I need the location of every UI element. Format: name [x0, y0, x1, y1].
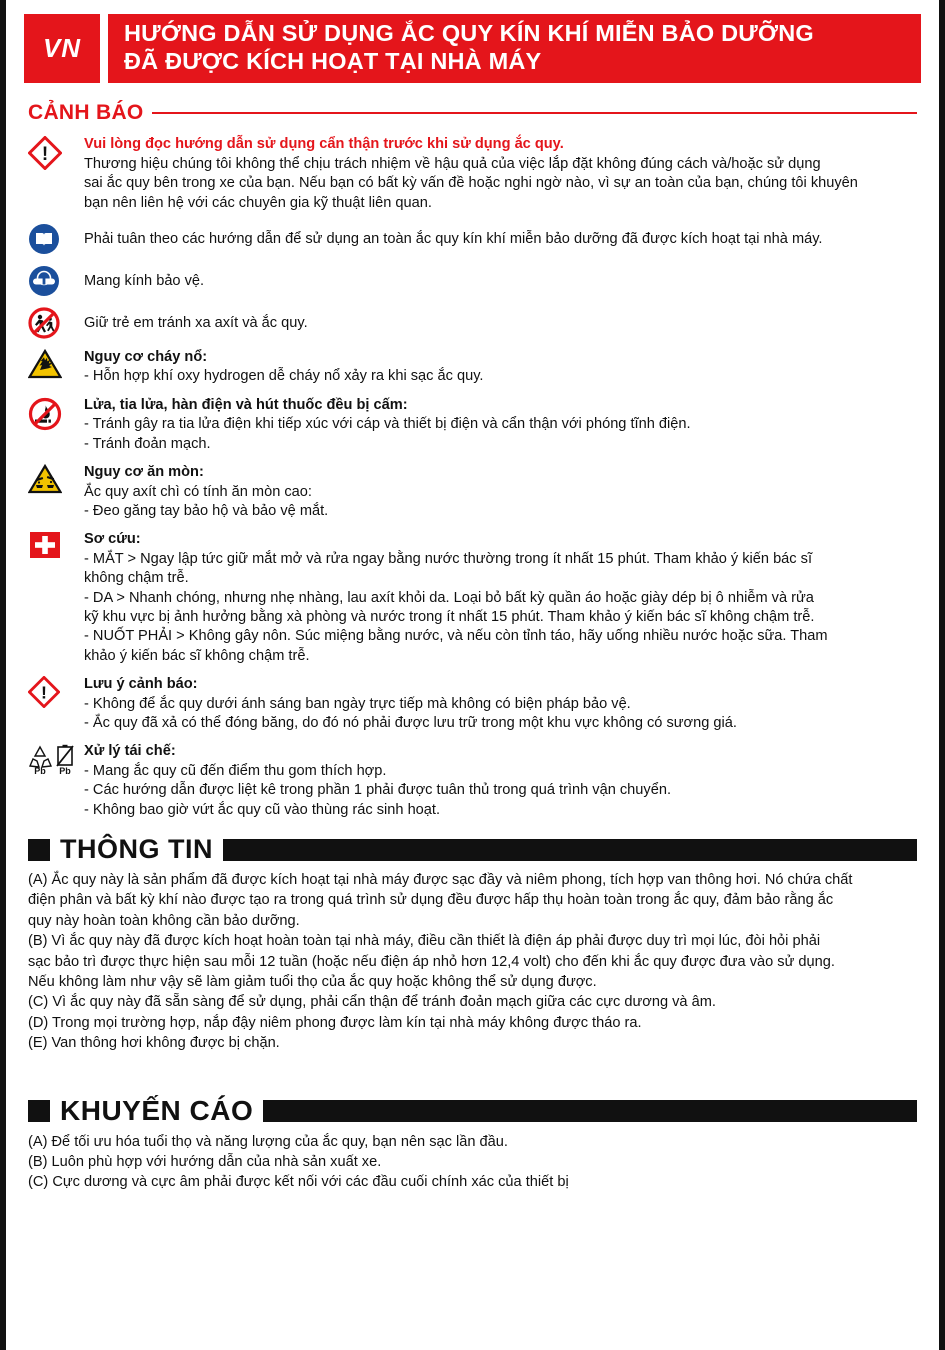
- warning-item: [28, 348, 917, 387]
- warning-item-text: [84, 396, 917, 454]
- warning-item-line: khảo ý kiến bác sĩ không chậm trễ.: [84, 647, 310, 664]
- warning-item-line: không chậm trễ.: [84, 570, 189, 587]
- warning-item-line: - Tránh gây ra tia lửa điện khi tiếp xúc với cáp và thiết bị điện và cẩn thận với phóng tĩnh điện.: [84, 416, 691, 433]
- recommendation-line: (B) Luôn phù hợp với hướng dẫn của nhà sản xuất xe.: [28, 1154, 382, 1171]
- info-line: (B) Vì ắc quy này đã được kích hoạt hoàn toàn tại nhà máy, điều cần thiết là điện áp phải được duy trì mọi lúc, đòi hỏi phải: [28, 933, 821, 950]
- warning-item-title: Sơ cứu:: [84, 531, 141, 548]
- warning-item: [28, 135, 917, 213]
- info-line: (D) Trong mọi trường hợp, nắp đậy niêm phong được làm kín tại nhà máy không được tháo ra.: [28, 1014, 642, 1031]
- warning-item-line: Mang kính bảo vệ.: [84, 272, 205, 289]
- warning-item-text: [84, 270, 917, 291]
- page-title: [108, 14, 921, 83]
- warning-item-line: bạn nên liên hệ với các chuyên gia kỹ thuật liên quan.: [84, 194, 432, 211]
- info-line: (E) Van thông hơi không được bị chặn.: [28, 1035, 280, 1052]
- warning-item-title: Vui lòng đọc hướng dẫn sử dụng cẩn thận trước khi sử dụng ắc quy.: [84, 136, 564, 153]
- keep-children-away-icon: [28, 306, 84, 339]
- corrosive-hazard-icon: [28, 463, 84, 494]
- warning-item-line: - Hỗn hợp khí oxy hydrogen dễ cháy nổ xảy ra khi sạc ắc quy.: [84, 368, 484, 385]
- warning-item-text: [84, 675, 917, 733]
- warning-item-line: Giữ trẻ em tránh xa axít và ắc quy.: [84, 314, 308, 331]
- warning-item: [28, 530, 917, 666]
- read-manual-icon: [28, 222, 84, 255]
- warning-item-title: Nguy cơ cháy nổ:: [84, 349, 208, 366]
- warning-item-title: Xử lý tái chế:: [84, 743, 176, 760]
- warning-item: [28, 396, 917, 454]
- first-aid-icon: [28, 530, 84, 559]
- warning-item-line: - Đeo găng tay bảo hộ và bảo vệ mắt.: [84, 502, 329, 519]
- warning-item: [28, 742, 917, 820]
- warning-heading-rule: [152, 112, 917, 114]
- warning-item-text: [84, 228, 917, 249]
- warning-item-line: - Mang ắc quy cũ đến điểm thu gom thích hợp.: [84, 762, 387, 779]
- warning-item-line: Phải tuân theo các hướng dẫn để sử dụng an toàn ắc quy kín khí miễn bảo dưỡng đã được kích hoạt tại nhà máy.: [84, 230, 823, 247]
- warning-item-line: kỹ khu vực bị ảnh hưởng bằng xà phòng và nước trong ít nhất 15 phút. Tham khảo ý kiến bác sĩ không chậm trễ.: [84, 608, 815, 625]
- info-line: Nếu không làm như vậy sẽ làm giảm tuổi thọ của ắc quy hoặc không thể sử dụng được.: [28, 974, 597, 991]
- ghs-exclamation-icon: [28, 135, 84, 170]
- recommendation-section-body: [28, 1133, 917, 1193]
- recommendation-heading-bar: [263, 1100, 917, 1122]
- recycling-lead-icon: [28, 742, 84, 777]
- warning-item-line: Thương hiệu chúng tôi không thể chịu trách nhiệm về hậu quả của việc lắp đặt không đúng cách và/hoặc sử dụng: [84, 155, 821, 172]
- svg-text:!: !: [41, 682, 47, 703]
- info-line: quy này hoàn toàn không cần bảo dưỡng.: [28, 912, 300, 929]
- warning-item-line: - NUỐT PHẢI > Không gây nôn. Súc miệng bằng nước, và nếu còn tỉnh táo, hãy uống nhiều nước hoặc sữa. Tham: [84, 628, 828, 645]
- info-heading-square: [28, 839, 50, 861]
- warning-item-title: Lửa, tia lửa, hàn điện và hút thuốc đều bị cấm:: [84, 396, 408, 413]
- recommendation-line: (C) Cực dương và cực âm phải được kết nối với các đầu cuối chính xác của thiết bị: [28, 1174, 569, 1191]
- info-line: sạc bảo trì được thực hiện sau mỗi 12 tuần (hoặc nếu điện áp nhỏ hơn 12,4 volt) cho đến khi ắc quy được đưa vào sử dụng.: [28, 953, 835, 970]
- warning-item-text: [84, 463, 917, 521]
- info-line: điện phân và bất kỳ khí nào được tạo ra trong quá trình sử dụng đều được hấp thụ hoàn toàn trong ắc quy, đảm bảo rằng ắc: [28, 892, 834, 909]
- warning-item-text: [84, 135, 917, 213]
- warning-item-line: - DA > Nhanh chóng, nhưng nhẹ nhàng, lau axít khỏi da. Loại bỏ bất kỳ quần áo hoặc giày dép bị ô nhiễm và rửa: [84, 589, 814, 606]
- warning-section-heading: [28, 101, 917, 125]
- warning-item-text: [84, 312, 917, 333]
- warning-item-title: Lưu ý cảnh báo:: [84, 676, 198, 693]
- language-badge: VN: [24, 14, 100, 83]
- warning-item-line: - Ắc quy đã xả có thể đóng băng, do đó nó phải được lưu trữ trong một khu vực không có sương giá.: [84, 714, 737, 731]
- svg-text:Pb: Pb: [34, 766, 46, 777]
- warning-item-text: [84, 742, 917, 820]
- info-line: (C) Vì ắc quy này đã sẵn sàng để sử dụng, phải cẩn thận để tránh đoản mạch giữa các cực dương và âm.: [28, 994, 716, 1011]
- recommendation-section-heading: [28, 1095, 917, 1127]
- recommendation-line: (A) Để tối ưu hóa tuổi thọ và năng lượng của ắc quy, bạn nên sạc lần đầu.: [28, 1133, 508, 1150]
- bottom-spacer: [24, 1194, 921, 1204]
- warning-item: [28, 675, 917, 733]
- page-title-line2: ĐÃ ĐƯỢC KÍCH HOẠT TẠI NHÀ MÁY: [124, 47, 542, 74]
- caution-note-icon: [28, 675, 84, 708]
- warning-item-text: [84, 348, 917, 387]
- info-section-heading: [28, 834, 917, 865]
- svg-text:Pb: Pb: [59, 766, 71, 777]
- svg-text:!: !: [41, 144, 49, 166]
- info-heading-bar: [223, 839, 917, 861]
- warning-item-line: - Không bao giờ vứt ắc quy cũ vào thùng rác sinh hoạt.: [84, 801, 441, 818]
- section-spacer: [24, 1055, 921, 1081]
- no-fire-no-smoking-icon: [28, 396, 84, 431]
- warning-item-line: - Các hướng dẫn được liệt kê trong phần 1 phải được tuân thủ trong quá trình vận chuyển.: [84, 782, 671, 799]
- document-header: [24, 14, 921, 83]
- info-line: (A) Ắc quy này là sản phẩm đã được kích hoạt tại nhà máy được sạc đầy và niêm phong, tích hợp van thông hơi. Nó chứa chất: [28, 872, 853, 888]
- warning-item: [28, 222, 917, 255]
- warning-item-line: sai ắc quy bên trong xe của bạn. Nếu bạn có bất kỳ vấn đề hoặc nghi ngờ nào, vì sự an toàn của bạn, chúng tôi khuyên: [84, 175, 858, 192]
- warning-item-text: [84, 530, 917, 666]
- warning-item-line: - Tránh đoản mạch.: [84, 435, 211, 452]
- warning-item-line: - Không để ắc quy dưới ánh sáng ban ngày trực tiếp mà không có biện pháp bảo vệ.: [84, 695, 631, 712]
- warning-item-title: Nguy cơ ăn mòn:: [84, 464, 204, 481]
- page-title-line1: HƯỚNG DẪN SỬ DỤNG ẮC QUY KÍN KHÍ MIỄN BẢO DƯỠNG: [124, 20, 814, 46]
- info-heading-label: THÔNG TIN: [60, 834, 213, 864]
- recommendation-heading-label: KHUYẾN CÁO: [60, 1094, 254, 1126]
- explosion-hazard-icon: [28, 348, 84, 379]
- warning-item-line: Ắc quy axít chì có tính ăn mòn cao:: [84, 483, 312, 500]
- warning-heading-label: CẢNH BÁO: [28, 101, 144, 125]
- warning-item: [28, 306, 917, 339]
- info-section-body: [28, 871, 917, 1054]
- warning-item: [28, 463, 917, 521]
- warning-items-list: [28, 135, 917, 820]
- warning-item-line: - MẮT > Ngay lập tức giữ mắt mở và rửa ngay bằng nước thường trong ít nhất 15 phút. Tham khảo ý kiến bác sĩ: [84, 550, 813, 567]
- recommendation-heading-square: [28, 1100, 50, 1122]
- warning-item: [28, 264, 917, 297]
- eye-protection-icon: [28, 264, 84, 297]
